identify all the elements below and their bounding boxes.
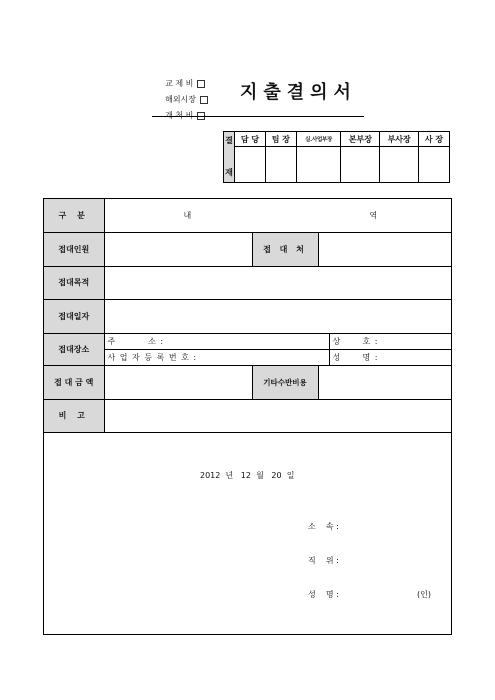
position-line: 직 위 :	[308, 556, 339, 565]
approval-header-cell: 본부장	[341, 132, 380, 147]
amount-label: 접 대 금 액	[44, 365, 104, 399]
checkbox-label: 개 척 비	[165, 111, 194, 120]
category-label: 구 분	[44, 199, 104, 232]
date-field[interactable]	[104, 299, 451, 333]
remark-label: 비 고	[44, 399, 104, 432]
content-header-right: 역	[369, 211, 378, 221]
guest-count-field[interactable]	[104, 232, 252, 266]
address-field[interactable]: 주 소 :	[104, 333, 329, 349]
expense-form	[43, 198, 452, 635]
content-header-left: 내	[183, 211, 192, 221]
amount-field[interactable]	[104, 365, 252, 399]
affiliation-line: 소 속 :	[308, 522, 339, 531]
approval-sign-cell[interactable]	[235, 147, 266, 183]
venue-label: 접 대 처	[252, 232, 318, 266]
approval-sign-cell[interactable]	[419, 147, 450, 183]
location-label: 접대장소	[44, 333, 104, 365]
guest-count-label: 접대인원	[44, 232, 104, 266]
checkbox-label: 해외시장	[165, 95, 197, 104]
date-label: 접대일자	[44, 299, 104, 333]
checkbox-label: 교 제 비	[165, 79, 194, 88]
representative-name-field[interactable]: 성 명 :	[329, 349, 451, 365]
approval-header-cell: 부사장	[380, 132, 419, 147]
approval-header-cell: 사 장	[419, 132, 450, 147]
venue-field[interactable]	[318, 232, 451, 266]
document-title: 지출결의서	[240, 82, 357, 103]
seal-label: (인)	[417, 590, 431, 599]
other-cost-field[interactable]	[318, 365, 451, 399]
purpose-field[interactable]	[104, 266, 451, 299]
expense-form-table	[44, 199, 451, 433]
company-name-field[interactable]: 상 호 :	[329, 333, 451, 349]
approval-table	[223, 131, 450, 183]
approval-sign-cell[interactable]	[296, 147, 341, 183]
name-line: 성 명 :	[308, 590, 339, 599]
approval-header-cell: 실.사업부장	[296, 132, 341, 147]
approval-sign-cell[interactable]	[341, 147, 380, 183]
approval-header-cell: 팀 장	[265, 132, 296, 147]
checkbox-development[interactable]	[160, 101, 205, 121]
approval-sign-cell[interactable]	[380, 147, 419, 183]
remark-field[interactable]	[104, 399, 451, 432]
approval-side-label: 결 재	[224, 132, 235, 183]
business-number-field[interactable]: 사 업 자 등 록 번 호 :	[104, 349, 329, 365]
content-header	[104, 199, 451, 232]
title-underline	[152, 116, 364, 117]
other-cost-label: 기타수반비용	[252, 365, 318, 399]
approval-sign-cell[interactable]	[265, 147, 296, 183]
approval-header-cell: 담 당	[235, 132, 266, 147]
purpose-label: 접대목적	[44, 266, 104, 299]
document-date: 2012 년 12 월 20 일	[200, 471, 295, 480]
